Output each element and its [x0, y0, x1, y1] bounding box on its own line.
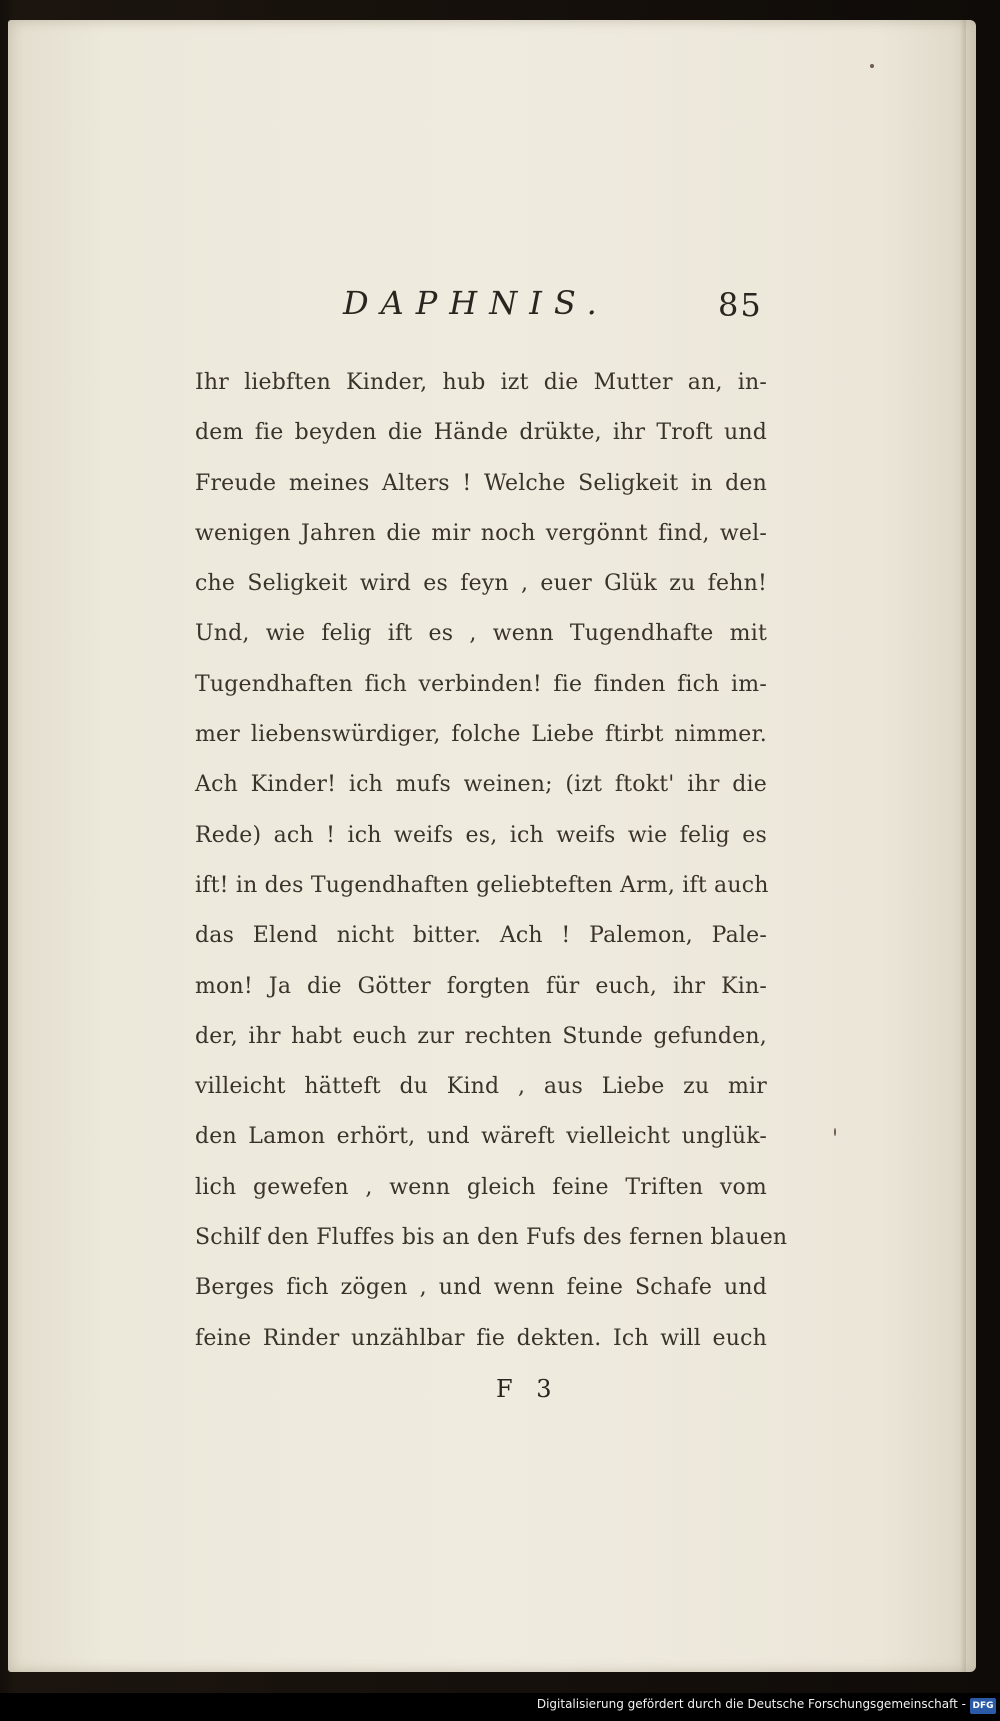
text-line: der, ihr habt euch zur rechten Stunde gefunden,	[195, 1023, 767, 1049]
text-line: mon! Ja die Götter forgten für euch, ihr Kin-	[195, 973, 767, 999]
text-line: che Seligkeit wird es feyn , euer Glük zu fehn!	[195, 571, 767, 597]
paper-speck	[834, 1128, 836, 1136]
dfg-logo: DFG	[970, 1698, 996, 1714]
page-number: 85	[718, 286, 763, 324]
text-line: villeicht hätteft du Kind , aus Liebe zu mir	[195, 1074, 767, 1100]
signature-mark: F 3	[496, 1375, 560, 1403]
page-edge-shadow	[960, 20, 966, 1672]
text-line: feine Rinder unzählbar fie dekten. Ich will euch	[195, 1325, 767, 1351]
text-line: wenigen Jahren die mir noch vergönnt find, wel-	[195, 520, 767, 546]
body-text	[195, 358, 788, 1364]
text-line: dem fie beyden die Hände drükte, ihr Troft und	[195, 420, 767, 446]
text-line: Ach Kinder! ich mufs weinen; (izt ftokt' ihr die	[195, 772, 767, 798]
text-line: lich gewefen , wenn gleich feine Triften vom	[195, 1174, 767, 1200]
credit-text: Digitalisierung gefördert durch die Deutsche Forschungsgemeinschaft -	[536, 1697, 966, 1711]
text-line: Berges fich zögen , und wenn feine Schafe und	[195, 1275, 767, 1301]
text-line: mer liebenswürdiger, folche Liebe ftirbt nimmer.	[195, 722, 767, 748]
text-line: Ihr liebften Kinder, hub izt die Mutter an, in-	[195, 370, 767, 395]
text-line: das Elend nicht bitter. Ach ! Palemon, Pale-	[195, 923, 767, 949]
text-line: Schilf den Fluffes bis an den Fufs des fernen blauen	[195, 1225, 788, 1251]
running-head	[8, 278, 976, 338]
text-line: Und, wie felig ift es , wenn Tugendhafte mit	[195, 621, 767, 647]
running-title: DAPHNIS.	[343, 284, 609, 322]
text-line: Freude meines Alters ! Welche Seligkeit in den	[195, 470, 767, 496]
text-line: Tugendhaften fich verbinden! fie finden fich im-	[195, 671, 767, 697]
text-line: ift! in des Tugendhaften geliebteften Arm, ift auch	[195, 872, 769, 898]
text-line: Rede) ach ! ich weifs es, ich weifs wie felig es	[195, 822, 767, 848]
text-line: den Lamon erhört, und wäreft vielleicht unglük-	[195, 1124, 767, 1150]
book-page	[8, 20, 976, 1672]
paper-speck	[870, 64, 874, 68]
